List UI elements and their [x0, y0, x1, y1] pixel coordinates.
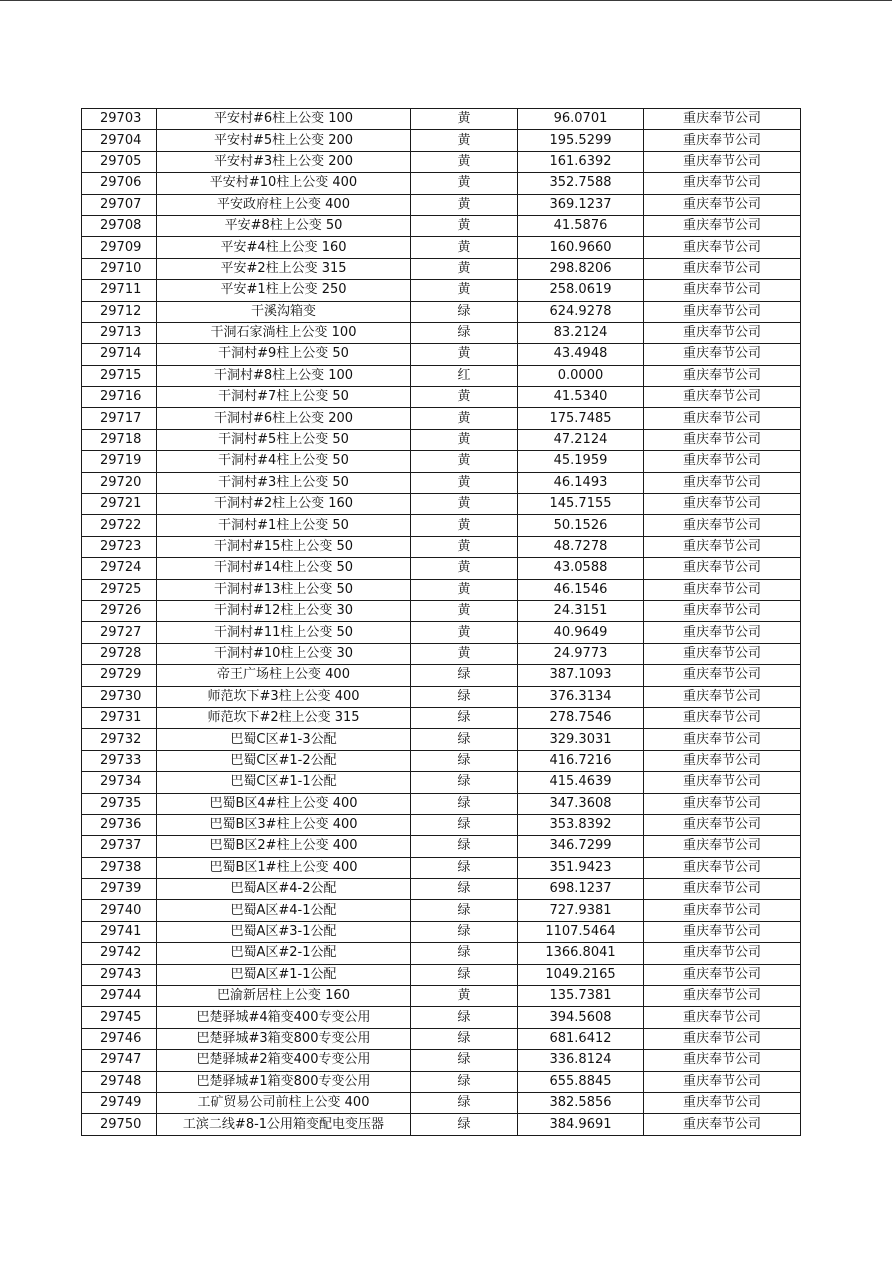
value-cell: 24.9773 — [518, 643, 644, 664]
status-cell: 黄 — [411, 494, 518, 515]
table-row — [82, 579, 801, 600]
equipment-name-cell: 干洞村#10柱上公变 30 — [157, 643, 411, 664]
table-row — [82, 494, 801, 515]
status-cell: 绿 — [411, 879, 518, 900]
row-id-cell: 29725 — [82, 579, 157, 600]
table-row — [82, 1114, 801, 1135]
status-cell: 绿 — [411, 814, 518, 835]
company-cell: 重庆奉节公司 — [644, 943, 801, 964]
company-cell: 重庆奉节公司 — [644, 494, 801, 515]
equipment-name-cell: 平安政府柱上公变 400 — [157, 194, 411, 215]
row-id-cell: 29714 — [82, 344, 157, 365]
status-cell: 绿 — [411, 1092, 518, 1113]
company-cell: 重庆奉节公司 — [644, 750, 801, 771]
equipment-name-cell: 干洞石家淌柱上公变 100 — [157, 322, 411, 343]
row-id-cell: 29733 — [82, 750, 157, 771]
status-cell: 黄 — [411, 579, 518, 600]
status-cell: 绿 — [411, 921, 518, 942]
status-cell: 黄 — [411, 215, 518, 236]
equipment-name-cell: 干洞村#9柱上公变 50 — [157, 344, 411, 365]
value-cell: 681.6412 — [518, 1028, 644, 1049]
company-cell: 重庆奉节公司 — [644, 173, 801, 194]
table-row — [82, 280, 801, 301]
row-id-cell: 29743 — [82, 964, 157, 985]
status-cell: 绿 — [411, 857, 518, 878]
table-row — [82, 643, 801, 664]
company-cell: 重庆奉节公司 — [644, 280, 801, 301]
status-cell: 黄 — [411, 451, 518, 472]
company-cell: 重庆奉节公司 — [644, 151, 801, 172]
value-cell: 1366.8041 — [518, 943, 644, 964]
row-id-cell: 29722 — [82, 515, 157, 536]
company-cell: 重庆奉节公司 — [644, 344, 801, 365]
company-cell: 重庆奉节公司 — [644, 194, 801, 215]
row-id-cell: 29728 — [82, 643, 157, 664]
equipment-name-cell: 帝王广场柱上公变 400 — [157, 665, 411, 686]
status-cell: 红 — [411, 365, 518, 386]
value-cell: 624.9278 — [518, 301, 644, 322]
table-row — [82, 814, 801, 835]
table-row — [82, 686, 801, 707]
status-cell: 黄 — [411, 986, 518, 1007]
value-cell: 83.2124 — [518, 322, 644, 343]
row-id-cell: 29747 — [82, 1050, 157, 1071]
equipment-name-cell: 平安村#10柱上公变 400 — [157, 173, 411, 194]
company-cell: 重庆奉节公司 — [644, 900, 801, 921]
equipment-name-cell: 巴蜀B区3#柱上公变 400 — [157, 814, 411, 835]
table-row — [82, 793, 801, 814]
table-row — [82, 365, 801, 386]
equipment-name-cell: 干洞村#12柱上公变 30 — [157, 600, 411, 621]
value-cell: 353.8392 — [518, 814, 644, 835]
table-row — [82, 665, 801, 686]
status-cell: 绿 — [411, 707, 518, 728]
equipment-name-cell: 巴楚驿城#3箱变800专变公用 — [157, 1028, 411, 1049]
company-cell: 重庆奉节公司 — [644, 1028, 801, 1049]
company-cell: 重庆奉节公司 — [644, 1114, 801, 1135]
equipment-name-cell: 巴蜀A区#3-1公配 — [157, 921, 411, 942]
row-id-cell: 29738 — [82, 857, 157, 878]
value-cell: 43.4948 — [518, 344, 644, 365]
status-cell: 绿 — [411, 1050, 518, 1071]
status-cell: 黄 — [411, 600, 518, 621]
status-cell: 绿 — [411, 301, 518, 322]
row-id-cell: 29726 — [82, 600, 157, 621]
value-cell: 41.5876 — [518, 215, 644, 236]
row-id-cell: 29715 — [82, 365, 157, 386]
value-cell: 145.7155 — [518, 494, 644, 515]
equipment-name-cell: 干洞村#2柱上公变 160 — [157, 494, 411, 515]
equipment-name-cell: 巴楚驿城#1箱变800专变公用 — [157, 1071, 411, 1092]
company-cell: 重庆奉节公司 — [644, 237, 801, 258]
value-cell: 195.5299 — [518, 130, 644, 151]
row-id-cell: 29739 — [82, 879, 157, 900]
status-cell: 绿 — [411, 964, 518, 985]
row-id-cell: 29731 — [82, 707, 157, 728]
table-row — [82, 344, 801, 365]
value-cell: 41.5340 — [518, 387, 644, 408]
status-cell: 黄 — [411, 429, 518, 450]
table-row — [82, 215, 801, 236]
status-cell: 绿 — [411, 1071, 518, 1092]
status-cell: 黄 — [411, 280, 518, 301]
table-row — [82, 707, 801, 728]
company-cell: 重庆奉节公司 — [644, 579, 801, 600]
equipment-name-cell: 巴蜀B区1#柱上公变 400 — [157, 857, 411, 878]
status-cell: 绿 — [411, 900, 518, 921]
equipment-name-cell: 平安村#6柱上公变 100 — [157, 109, 411, 130]
row-id-cell: 29749 — [82, 1092, 157, 1113]
value-cell: 96.0701 — [518, 109, 644, 130]
table-row — [82, 301, 801, 322]
transformer-table — [81, 108, 801, 1136]
status-cell: 绿 — [411, 793, 518, 814]
company-cell: 重庆奉节公司 — [644, 429, 801, 450]
equipment-name-cell: 平安#2柱上公变 315 — [157, 258, 411, 279]
value-cell: 50.1526 — [518, 515, 644, 536]
status-cell: 绿 — [411, 943, 518, 964]
equipment-name-cell: 平安#1柱上公变 250 — [157, 280, 411, 301]
table-row — [82, 322, 801, 343]
value-cell: 48.7278 — [518, 536, 644, 557]
table-row — [82, 772, 801, 793]
company-cell: 重庆奉节公司 — [644, 387, 801, 408]
status-cell: 黄 — [411, 173, 518, 194]
row-id-cell: 29718 — [82, 429, 157, 450]
value-cell: 46.1493 — [518, 472, 644, 493]
status-cell: 黄 — [411, 622, 518, 643]
value-cell: 161.6392 — [518, 151, 644, 172]
row-id-cell: 29730 — [82, 686, 157, 707]
table-row — [82, 964, 801, 985]
status-cell: 黄 — [411, 194, 518, 215]
value-cell: 352.7588 — [518, 173, 644, 194]
value-cell: 655.8845 — [518, 1071, 644, 1092]
table-row — [82, 943, 801, 964]
value-cell: 394.5608 — [518, 1007, 644, 1028]
row-id-cell: 29717 — [82, 408, 157, 429]
equipment-name-cell: 平安#4柱上公变 160 — [157, 237, 411, 258]
value-cell: 278.7546 — [518, 707, 644, 728]
value-cell: 416.7216 — [518, 750, 644, 771]
equipment-name-cell: 巴楚驿城#2箱变400专变公用 — [157, 1050, 411, 1071]
status-cell: 绿 — [411, 750, 518, 771]
company-cell: 重庆奉节公司 — [644, 622, 801, 643]
row-id-cell: 29729 — [82, 665, 157, 686]
table-row — [82, 600, 801, 621]
table-body — [82, 109, 801, 1136]
table-row — [82, 921, 801, 942]
status-cell: 黄 — [411, 515, 518, 536]
equipment-name-cell: 干洞村#5柱上公变 50 — [157, 429, 411, 450]
company-cell: 重庆奉节公司 — [644, 365, 801, 386]
equipment-name-cell: 干洞村#14柱上公变 50 — [157, 558, 411, 579]
row-id-cell: 29708 — [82, 215, 157, 236]
company-cell: 重庆奉节公司 — [644, 536, 801, 557]
company-cell: 重庆奉节公司 — [644, 408, 801, 429]
status-cell: 绿 — [411, 665, 518, 686]
table-row — [82, 237, 801, 258]
equipment-name-cell: 干洞村#6柱上公变 200 — [157, 408, 411, 429]
table-row — [82, 451, 801, 472]
value-cell: 298.8206 — [518, 258, 644, 279]
company-cell: 重庆奉节公司 — [644, 836, 801, 857]
table-row — [82, 622, 801, 643]
equipment-name-cell: 工滨二线#8-1公用箱变配电变压器 — [157, 1114, 411, 1135]
value-cell: 258.0619 — [518, 280, 644, 301]
status-cell: 绿 — [411, 729, 518, 750]
equipment-name-cell: 巴蜀B区4#柱上公变 400 — [157, 793, 411, 814]
status-cell: 黄 — [411, 387, 518, 408]
status-cell: 黄 — [411, 130, 518, 151]
table-row — [82, 109, 801, 130]
equipment-name-cell: 巴楚驿城#4箱变400专变公用 — [157, 1007, 411, 1028]
table-row — [82, 1028, 801, 1049]
company-cell: 重庆奉节公司 — [644, 1007, 801, 1028]
row-id-cell: 29732 — [82, 729, 157, 750]
company-cell: 重庆奉节公司 — [644, 729, 801, 750]
company-cell: 重庆奉节公司 — [644, 857, 801, 878]
row-id-cell: 29705 — [82, 151, 157, 172]
row-id-cell: 29706 — [82, 173, 157, 194]
table-row — [82, 408, 801, 429]
value-cell: 329.3031 — [518, 729, 644, 750]
row-id-cell: 29724 — [82, 558, 157, 579]
company-cell: 重庆奉节公司 — [644, 707, 801, 728]
value-cell: 1107.5464 — [518, 921, 644, 942]
status-cell: 绿 — [411, 322, 518, 343]
table-row — [82, 879, 801, 900]
status-cell: 黄 — [411, 643, 518, 664]
table-row — [82, 429, 801, 450]
equipment-name-cell: 平安村#3柱上公变 200 — [157, 151, 411, 172]
value-cell: 351.9423 — [518, 857, 644, 878]
company-cell: 重庆奉节公司 — [644, 1092, 801, 1113]
status-cell: 黄 — [411, 536, 518, 557]
status-cell: 绿 — [411, 772, 518, 793]
table-row — [82, 130, 801, 151]
company-cell: 重庆奉节公司 — [644, 879, 801, 900]
company-cell: 重庆奉节公司 — [644, 515, 801, 536]
row-id-cell: 29740 — [82, 900, 157, 921]
value-cell: 369.1237 — [518, 194, 644, 215]
company-cell: 重庆奉节公司 — [644, 109, 801, 130]
row-id-cell: 29737 — [82, 836, 157, 857]
row-id-cell: 29721 — [82, 494, 157, 515]
row-id-cell: 29709 — [82, 237, 157, 258]
row-id-cell: 29704 — [82, 130, 157, 151]
equipment-name-cell: 巴蜀A区#1-1公配 — [157, 964, 411, 985]
company-cell: 重庆奉节公司 — [644, 964, 801, 985]
equipment-name-cell: 师范坎下#2柱上公变 315 — [157, 707, 411, 728]
equipment-name-cell: 干洞村#7柱上公变 50 — [157, 387, 411, 408]
value-cell: 45.1959 — [518, 451, 644, 472]
table-row — [82, 986, 801, 1007]
table-row — [82, 729, 801, 750]
equipment-name-cell: 巴渝新居柱上公变 160 — [157, 986, 411, 1007]
table-row — [82, 1092, 801, 1113]
value-cell: 376.3134 — [518, 686, 644, 707]
status-cell: 黄 — [411, 344, 518, 365]
equipment-name-cell: 工矿贸易公司前柱上公变 400 — [157, 1092, 411, 1113]
row-id-cell: 29719 — [82, 451, 157, 472]
value-cell: 382.5856 — [518, 1092, 644, 1113]
table-row — [82, 836, 801, 857]
value-cell: 336.8124 — [518, 1050, 644, 1071]
status-cell: 黄 — [411, 258, 518, 279]
value-cell: 40.9649 — [518, 622, 644, 643]
status-cell: 黄 — [411, 558, 518, 579]
row-id-cell: 29744 — [82, 986, 157, 1007]
equipment-name-cell: 巴蜀A区#2-1公配 — [157, 943, 411, 964]
value-cell: 727.9381 — [518, 900, 644, 921]
equipment-name-cell: 干洞村#8柱上公变 100 — [157, 365, 411, 386]
value-cell: 47.2124 — [518, 429, 644, 450]
value-cell: 347.3608 — [518, 793, 644, 814]
value-cell: 1049.2165 — [518, 964, 644, 985]
row-id-cell: 29741 — [82, 921, 157, 942]
equipment-name-cell: 巴蜀C区#1-1公配 — [157, 772, 411, 793]
company-cell: 重庆奉节公司 — [644, 643, 801, 664]
value-cell: 384.9691 — [518, 1114, 644, 1135]
value-cell: 24.3151 — [518, 600, 644, 621]
row-id-cell: 29711 — [82, 280, 157, 301]
company-cell: 重庆奉节公司 — [644, 1050, 801, 1071]
table-row — [82, 558, 801, 579]
value-cell: 346.7299 — [518, 836, 644, 857]
company-cell: 重庆奉节公司 — [644, 665, 801, 686]
equipment-name-cell: 干洞村#15柱上公变 50 — [157, 536, 411, 557]
row-id-cell: 29703 — [82, 109, 157, 130]
value-cell: 135.7381 — [518, 986, 644, 1007]
company-cell: 重庆奉节公司 — [644, 986, 801, 1007]
table-row — [82, 1050, 801, 1071]
company-cell: 重庆奉节公司 — [644, 301, 801, 322]
company-cell: 重庆奉节公司 — [644, 322, 801, 343]
equipment-name-cell: 巴蜀A区#4-1公配 — [157, 900, 411, 921]
table-row — [82, 472, 801, 493]
value-cell: 175.7485 — [518, 408, 644, 429]
row-id-cell: 29750 — [82, 1114, 157, 1135]
table-row — [82, 750, 801, 771]
company-cell: 重庆奉节公司 — [644, 258, 801, 279]
company-cell: 重庆奉节公司 — [644, 558, 801, 579]
table-row — [82, 387, 801, 408]
row-id-cell: 29736 — [82, 814, 157, 835]
company-cell: 重庆奉节公司 — [644, 814, 801, 835]
table-row — [82, 900, 801, 921]
status-cell: 绿 — [411, 1114, 518, 1135]
equipment-name-cell: 干洞村#4柱上公变 50 — [157, 451, 411, 472]
row-id-cell: 29742 — [82, 943, 157, 964]
table-row — [82, 1007, 801, 1028]
table-row — [82, 515, 801, 536]
table-row — [82, 1071, 801, 1092]
value-cell: 46.1546 — [518, 579, 644, 600]
company-cell: 重庆奉节公司 — [644, 215, 801, 236]
row-id-cell: 29716 — [82, 387, 157, 408]
table-row — [82, 151, 801, 172]
table-row — [82, 536, 801, 557]
table-row — [82, 857, 801, 878]
value-cell: 415.4639 — [518, 772, 644, 793]
status-cell: 黄 — [411, 109, 518, 130]
company-cell: 重庆奉节公司 — [644, 772, 801, 793]
row-id-cell: 29735 — [82, 793, 157, 814]
row-id-cell: 29712 — [82, 301, 157, 322]
row-id-cell: 29746 — [82, 1028, 157, 1049]
value-cell: 698.1237 — [518, 879, 644, 900]
company-cell: 重庆奉节公司 — [644, 451, 801, 472]
company-cell: 重庆奉节公司 — [644, 1071, 801, 1092]
equipment-name-cell: 平安村#5柱上公变 200 — [157, 130, 411, 151]
equipment-name-cell: 干洞村#1柱上公变 50 — [157, 515, 411, 536]
company-cell: 重庆奉节公司 — [644, 472, 801, 493]
value-cell: 0.0000 — [518, 365, 644, 386]
row-id-cell: 29710 — [82, 258, 157, 279]
table-row — [82, 173, 801, 194]
equipment-name-cell: 干洞村#11柱上公变 50 — [157, 622, 411, 643]
row-id-cell: 29748 — [82, 1071, 157, 1092]
company-cell: 重庆奉节公司 — [644, 600, 801, 621]
status-cell: 黄 — [411, 472, 518, 493]
status-cell: 绿 — [411, 686, 518, 707]
value-cell: 160.9660 — [518, 237, 644, 258]
status-cell: 绿 — [411, 1028, 518, 1049]
table-row — [82, 258, 801, 279]
equipment-name-cell: 干洞村#3柱上公变 50 — [157, 472, 411, 493]
equipment-name-cell: 干洞村#13柱上公变 50 — [157, 579, 411, 600]
row-id-cell: 29720 — [82, 472, 157, 493]
equipment-name-cell: 师范坎下#3柱上公变 400 — [157, 686, 411, 707]
company-cell: 重庆奉节公司 — [644, 921, 801, 942]
page-top-rule — [0, 0, 892, 1]
row-id-cell: 29727 — [82, 622, 157, 643]
status-cell: 绿 — [411, 836, 518, 857]
status-cell: 绿 — [411, 1007, 518, 1028]
value-cell: 387.1093 — [518, 665, 644, 686]
status-cell: 黄 — [411, 408, 518, 429]
row-id-cell: 29723 — [82, 536, 157, 557]
equipment-name-cell: 巴蜀B区2#柱上公变 400 — [157, 836, 411, 857]
equipment-name-cell: 平安#8柱上公变 50 — [157, 215, 411, 236]
equipment-name-cell: 巴蜀C区#1-2公配 — [157, 750, 411, 771]
equipment-name-cell: 巴蜀A区#4-2公配 — [157, 879, 411, 900]
value-cell: 43.0588 — [518, 558, 644, 579]
equipment-name-cell: 巴蜀C区#1-3公配 — [157, 729, 411, 750]
company-cell: 重庆奉节公司 — [644, 686, 801, 707]
row-id-cell: 29707 — [82, 194, 157, 215]
row-id-cell: 29734 — [82, 772, 157, 793]
table-row — [82, 194, 801, 215]
status-cell: 黄 — [411, 151, 518, 172]
equipment-name-cell: 干溪沟箱变 — [157, 301, 411, 322]
status-cell: 黄 — [411, 237, 518, 258]
company-cell: 重庆奉节公司 — [644, 130, 801, 151]
row-id-cell: 29713 — [82, 322, 157, 343]
company-cell: 重庆奉节公司 — [644, 793, 801, 814]
row-id-cell: 29745 — [82, 1007, 157, 1028]
